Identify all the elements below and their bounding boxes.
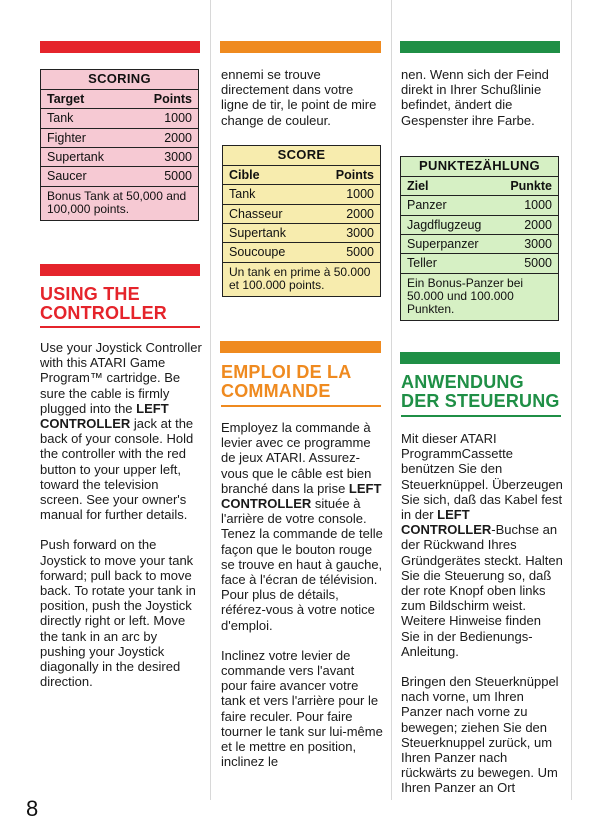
row-target: Supertank <box>47 150 104 165</box>
english-instructions <box>40 340 202 704</box>
row-target: Soucoupe <box>229 245 286 260</box>
row-target: Tank <box>229 187 256 202</box>
row-points: 1000 <box>164 111 192 126</box>
english-section-bar <box>40 264 200 276</box>
english-section-heading: USING THE CONTROLLER <box>40 284 167 323</box>
french-color-bar <box>220 41 381 53</box>
table-row <box>401 216 558 235</box>
row-points: 3000 <box>346 226 374 241</box>
french-paragraph-2: Inclinez votre levier de commande vers l'avant pour faire avancer votre tank et vers l'arrière pour le faire reculer. Pour faire tourner le tank sur lui-même et le mettre en position, inclinez le <box>221 647 383 770</box>
target-column-header: Cible <box>229 167 260 182</box>
row-points: 2000 <box>164 130 192 145</box>
scoring-title: SCORE <box>223 146 380 166</box>
table-row <box>41 167 198 186</box>
row-target: Superpanzer <box>407 237 479 252</box>
row-target: Panzer <box>407 198 447 213</box>
heading-underline <box>221 405 381 407</box>
table-row <box>401 254 558 273</box>
french-intro: ennemi se trouve directement dans votre ligne de tir, le point de mire change de couleur. <box>221 67 377 128</box>
english-color-bar <box>40 41 200 53</box>
row-target: Teller <box>407 256 437 271</box>
table-row <box>401 235 558 254</box>
table-row <box>223 185 380 204</box>
german-color-bar <box>400 41 560 53</box>
column-separator <box>391 0 392 800</box>
left-controller-label: LEFT CONTROLLER <box>401 507 492 538</box>
scoring-header <box>223 166 380 185</box>
german-paragraph-1: Mit dieser ATARI ProgrammCassette benützen Sie den Steuerknüppel. Überzeugen Sie sich, daß das Kabel fest in der LEFT CONTROLLER-Buchse an der Rückwand Ihres Gründgerätes steckt. Halten Sie die Steuerung so, daß der rote Knopf oben links zum Bildschirm weist. Weitere Hinweise finden Sie in der Bedienungs-Anleitung. <box>401 431 563 659</box>
row-points: 5000 <box>524 256 552 271</box>
row-target: Chasseur <box>229 206 283 221</box>
row-points: 3000 <box>524 237 552 252</box>
french-section-heading: EMPLOI DE LA COMMANDE <box>221 362 351 401</box>
row-points: 5000 <box>164 169 192 184</box>
row-target: Fighter <box>47 130 86 145</box>
english-paragraph-1: Use your Joystick Controller with this ATARI Game Program™ cartridge. Be sure the cable is firmly plugged into the LEFT CONTROLLER jack at the back of your console. Hold the controller with the red button to your upper left, toward the television screen. See your owner's manual for further details. <box>40 340 202 523</box>
row-points: 5000 <box>346 245 374 260</box>
scoring-title: PUNKTEZÄHLUNG <box>401 157 558 177</box>
table-row <box>401 196 558 215</box>
row-points: 1000 <box>524 198 552 213</box>
left-controller-label: LEFT CONTROLLER <box>40 400 169 432</box>
english-paragraph-2: Push forward on the Joystick to move your tank forward; pull back to move back. To rotate your tank in position, push the Joystick directly right or left. Move the tank in an arc by pushing your Joystick diagonally in the desired direction. <box>40 537 196 690</box>
row-target: Saucer <box>47 169 87 184</box>
bonus-note: Bonus Tank at 50,000 and 100,000 points. <box>47 188 187 216</box>
row-points: 3000 <box>164 150 192 165</box>
german-section-heading: ANWENDUNG DER STEUERUNG <box>401 372 560 411</box>
german-instructions <box>401 431 563 811</box>
points-column-header: Points <box>153 91 192 106</box>
german-section-bar <box>400 352 560 364</box>
table-row <box>41 109 198 128</box>
page-number: 8 <box>26 796 39 821</box>
points-column-header: Points <box>335 167 374 182</box>
german-intro: nen. Wenn sich der Feind direkt in Ihrer Schußlinie befindet, ändert die Gespenster ihre Farbe. <box>401 67 549 128</box>
bonus-note: Ein Bonus-Panzer bei 50.000 und 100.000 Punkten. <box>407 275 524 317</box>
table-row <box>223 224 380 243</box>
french-paragraph-1: Employez la commande à levier avec ce programme de jeux ATARI. Assurez-vous que le câble est bien branché dans la prise LEFT CONTROLLER située à l'arrière de votre console. Tenez la commande de telle façon que le bouton rouge se trouve en haut à gauche, face à l'écran de télévision. Pour plus de détails, référez-vous à votre notice d'emploi. <box>221 420 383 633</box>
scoring-title: SCORING <box>41 70 198 90</box>
heading-underline <box>401 415 561 417</box>
row-target: Jagdflugzeug <box>407 217 482 232</box>
column-separator <box>210 0 211 800</box>
table-row <box>223 243 380 262</box>
german-scoring-table <box>400 156 559 321</box>
french-instructions <box>221 420 383 784</box>
french-scoring-table <box>222 145 381 297</box>
row-points: 2000 <box>524 217 552 232</box>
row-target: Supertank <box>229 226 286 241</box>
heading-underline <box>40 326 200 328</box>
row-target: Tank <box>47 111 74 126</box>
bonus-note: Un tank en prime à 50.000 et 100.000 points. <box>229 264 371 292</box>
scoring-header <box>401 177 558 196</box>
table-row <box>41 148 198 167</box>
table-row <box>41 129 198 148</box>
scoring-header <box>41 90 198 109</box>
target-column-header: Ziel <box>407 178 429 193</box>
table-row <box>223 205 380 224</box>
french-section-bar <box>220 341 381 353</box>
target-column-header: Target <box>47 91 85 106</box>
row-points: 1000 <box>346 187 374 202</box>
english-scoring-table <box>40 69 199 221</box>
points-column-header: Punkte <box>510 178 552 193</box>
column-separator <box>571 0 572 800</box>
row-points: 2000 <box>346 206 374 221</box>
left-controller-label: LEFT CONTROLLER <box>221 480 382 512</box>
german-paragraph-2: Bringen den Steuerknüppel nach vorne, um Ihren Panzer nach vorne zu bewegen; ziehen Sie den Steuerknuppel zurück, um Ihren Panzer nach rückwärts zu bewegen. Um Ihren Panzer an Ort <box>401 674 559 796</box>
